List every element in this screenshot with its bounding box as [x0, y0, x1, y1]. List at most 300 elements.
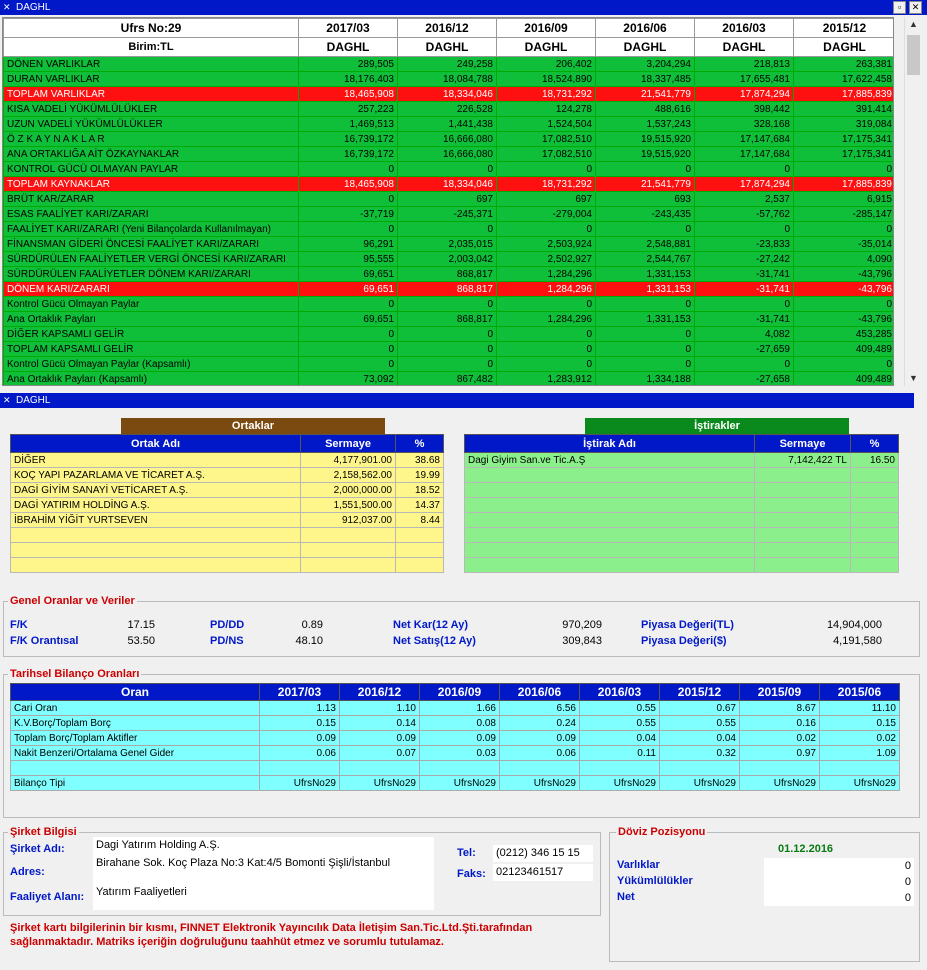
partners-capital-cell: 1,551,500.00: [301, 498, 396, 513]
balance-row[interactable]: [11, 716, 900, 731]
balance-cell: 0.09: [420, 731, 500, 746]
financial-row[interactable]: [4, 192, 895, 207]
financial-cell: 19,515,920: [596, 132, 695, 147]
balance-cell: 0.15: [260, 716, 340, 731]
financial-cell: 868,817: [398, 312, 497, 327]
company-activity-field[interactable]: Yatırım Faaliyetleri: [93, 884, 434, 910]
affiliates-pct-cell: [851, 513, 899, 528]
fx-date: 01.12.2016: [778, 843, 834, 855]
balance-type-cell: UfrsNo29: [820, 776, 900, 791]
partners-table: [10, 434, 444, 573]
financial-row[interactable]: [4, 267, 895, 282]
financial-cell: 0: [695, 162, 794, 177]
partners-pct-cell: 14.37: [396, 498, 444, 513]
financial-cell: -243,435: [596, 207, 695, 222]
balance-type-row[interactable]: [11, 776, 900, 791]
scroll-down-icon[interactable]: ▼: [909, 373, 918, 383]
financial-row[interactable]: [4, 372, 895, 387]
company-header: DAGHL: [695, 38, 794, 57]
close-icon[interactable]: ✕: [3, 2, 11, 12]
balance-cell: 0.67: [660, 701, 740, 716]
financial-cell: 18,731,292: [497, 177, 596, 192]
close-icon[interactable]: ✕: [3, 395, 11, 405]
pd-dd-label: PD/DD: [210, 619, 245, 631]
balance-cell: 0.55: [580, 716, 660, 731]
financial-row-label: KISA VADELİ YÜKÜMLÜLÜKLER: [4, 102, 299, 117]
partners-col-capital[interactable]: Sermaye: [301, 435, 396, 453]
balance-type-cell: UfrsNo29: [580, 776, 660, 791]
financial-cell: 3,204,294: [596, 57, 695, 72]
fx-net-field: 0: [764, 890, 914, 906]
balance-cell: 1.13: [260, 701, 340, 716]
disclaimer-text: Şirket kartı bilgilerinin bir kısmı, FINNET Elektronik Yayıncılık Data İletişim San.Tic.Ltd.Şti.tarafından sağlanmaktadır. Matriks içeriğin doğruluğunu taahhüt etmez ve sorumlu tutulamaz.: [10, 922, 533, 948]
financial-cell: 0: [695, 357, 794, 372]
financial-cell: 4,090: [794, 252, 895, 267]
financial-cell: 0: [398, 342, 497, 357]
financial-cell: 0: [794, 297, 895, 312]
company-address-label: Adres:: [10, 866, 45, 878]
balance-cell: 0.14: [340, 716, 420, 731]
financial-cell: 398,442: [695, 102, 794, 117]
financial-row-label: Ö Z K A Y N A K L A R: [4, 132, 299, 147]
balance-type-cell: UfrsNo29: [420, 776, 500, 791]
balance-empty-cell: [740, 761, 820, 776]
financial-cell: 0: [299, 357, 398, 372]
financial-cell: 17,082,510: [497, 147, 596, 162]
window-titlebar-company[interactable]: [0, 393, 914, 408]
affiliates-col-capital[interactable]: Sermaye: [755, 435, 851, 453]
balance-cell: 0.15: [820, 716, 900, 731]
pd-dd-value: 0.89: [301, 619, 323, 631]
balance-cell: 0.09: [500, 731, 580, 746]
partners-capital-cell: 4,177,901.00: [301, 453, 396, 468]
financial-cell: 69,651: [299, 282, 398, 297]
financial-row-label: SÜRDÜRÜLEN FAALİYETLER DÖNEM KARI/ZARARI: [4, 267, 299, 282]
financial-cell: 1,284,296: [497, 312, 596, 327]
financial-cell: 453,285: [794, 327, 895, 342]
financial-row-label: FAALİYET KARI/ZARARI (Yeni Bilançolarda Kullanılmayan): [4, 222, 299, 237]
financial-cell: -23,833: [695, 237, 794, 252]
fk-proportional-label: F/K Orantısal: [10, 635, 79, 647]
financial-cell: 1,331,153: [596, 282, 695, 297]
affiliates-pct-cell: [851, 543, 899, 558]
financial-row[interactable]: [4, 117, 895, 132]
affiliates-pct-cell: [851, 483, 899, 498]
partners-name-cell: DİĞER: [11, 453, 301, 468]
financial-row[interactable]: [4, 327, 895, 342]
financial-cell: 18,465,908: [299, 177, 398, 192]
financial-cell: 0: [596, 222, 695, 237]
financial-cell: 16,739,172: [299, 132, 398, 147]
balance-empty-cell: [660, 761, 740, 776]
financial-row-label: TOPLAM VARLIKLAR: [4, 87, 299, 102]
financial-cell: 0: [596, 297, 695, 312]
financial-row[interactable]: [4, 132, 895, 147]
period-header[interactable]: 2016/12: [398, 19, 497, 38]
financial-cell: 0: [794, 162, 895, 177]
financial-cell: 0: [398, 357, 497, 372]
balance-col-name[interactable]: Oran: [11, 684, 260, 701]
company-header: DAGHL: [497, 38, 596, 57]
financial-cell: 868,817: [398, 282, 497, 297]
financial-cell: 69,651: [299, 312, 398, 327]
balance-type-label: Bilanço Tipi: [11, 776, 260, 791]
financial-cell: 17,622,458: [794, 72, 895, 87]
financial-cell: 18,337,485: [596, 72, 695, 87]
empty-row[interactable]: [465, 483, 899, 498]
balance-type-cell: UfrsNo29: [740, 776, 820, 791]
financial-cell: 0: [398, 222, 497, 237]
financial-cell: 2,537: [695, 192, 794, 207]
balance-period-header[interactable]: 2015/09: [740, 684, 820, 701]
financials-scrollbar[interactable]: [904, 17, 921, 386]
financial-row-label: Kontrol Gücü Olmayan Paylar: [4, 297, 299, 312]
financial-cell: 319,084: [794, 117, 895, 132]
balance-ratios-table: [10, 683, 900, 791]
table-row[interactable]: [11, 468, 444, 483]
fk-label: F/K: [10, 619, 28, 631]
balance-row-label: K.V.Borç/Toplam Borç: [11, 716, 260, 731]
minimize-icon[interactable]: ▫: [893, 1, 906, 14]
partners-section-title: Ortaklar: [121, 418, 385, 434]
affiliates-name-cell: [465, 483, 755, 498]
financial-cell: 0: [299, 327, 398, 342]
financial-cell: -31,741: [695, 312, 794, 327]
financial-row[interactable]: [4, 222, 895, 237]
period-header[interactable]: 2016/06: [596, 19, 695, 38]
company-header: DAGHL: [398, 38, 497, 57]
financial-row[interactable]: [4, 252, 895, 267]
fx-assets-label: Varlıklar: [617, 859, 660, 871]
balance-period-header[interactable]: 2017/03: [260, 684, 340, 701]
financial-cell: -27,659: [695, 342, 794, 357]
balance-row-label: Toplam Borç/Toplam Aktifler: [11, 731, 260, 746]
financial-cell: 95,555: [299, 252, 398, 267]
financial-row[interactable]: [4, 342, 895, 357]
affiliates-pct-cell: [851, 468, 899, 483]
financial-cell: 18,334,046: [398, 177, 497, 192]
financial-cell: 1,331,153: [596, 312, 695, 327]
balance-cell: 0.09: [260, 731, 340, 746]
empty-row[interactable]: [465, 543, 899, 558]
financial-cell: 697: [398, 192, 497, 207]
partners-pct-cell: 19.99: [396, 468, 444, 483]
financial-cell: 2,544,767: [596, 252, 695, 267]
empty-row[interactable]: [11, 543, 444, 558]
net-sales-value: 309,843: [562, 635, 602, 647]
partners-capital-cell: [301, 558, 396, 573]
financial-row[interactable]: [4, 87, 895, 102]
financial-cell: 1,441,438: [398, 117, 497, 132]
company-address-field[interactable]: Birahane Sok. Koç Plaza No:3 Kat:4/5 Bomonti Şişli/İstanbul: [93, 855, 434, 884]
partners-name-cell: [11, 558, 301, 573]
grid-header-ufrs: Ufrs No:29: [4, 19, 299, 38]
close-window-icon[interactable]: ✕: [909, 1, 922, 14]
balance-cell: 1.10: [340, 701, 420, 716]
financial-cell: 2,503,924: [497, 237, 596, 252]
partners-pct-cell: [396, 543, 444, 558]
financial-row-label: FİNANSMAN GİDERİ ÖNCESİ FAALİYET KARI/ZARARI: [4, 237, 299, 252]
financial-cell: 1,334,188: [596, 372, 695, 387]
financial-row-label: SÜRDÜRÜLEN FAALİYETLER VERGİ ÖNCESİ KARI/ZARARI: [4, 252, 299, 267]
market-value-usd-value: 4,191,580: [833, 635, 882, 647]
tel-field[interactable]: (0212) 346 15 15: [493, 845, 593, 862]
balance-row[interactable]: [11, 746, 900, 761]
empty-row[interactable]: [465, 513, 899, 528]
period-header[interactable]: 2016/03: [695, 19, 794, 38]
affiliates-capital-cell: [755, 498, 851, 513]
financial-cell: 0: [299, 222, 398, 237]
affiliates-table: [464, 434, 899, 573]
financial-row-label: Kontrol Gücü Olmayan Paylar (Kapsamlı): [4, 357, 299, 372]
affiliates-capital-cell: 7,142,422 TL: [755, 453, 851, 468]
financial-cell: 17,885,839: [794, 177, 895, 192]
financial-cell: 0: [497, 222, 596, 237]
financial-row-label: TOPLAM KAYNAKLAR: [4, 177, 299, 192]
financial-cell: 2,502,927: [497, 252, 596, 267]
financial-cell: -285,147: [794, 207, 895, 222]
partners-capital-cell: 2,000,000.00: [301, 483, 396, 498]
financial-cell: 2,548,881: [596, 237, 695, 252]
financial-cell: 697: [497, 192, 596, 207]
financial-cell: 0: [497, 162, 596, 177]
balance-cell: 1.09: [820, 746, 900, 761]
balance-cell: 0.55: [580, 701, 660, 716]
table-row[interactable]: [11, 483, 444, 498]
fx-assets-field: 0: [764, 858, 914, 874]
affiliates-capital-cell: [755, 558, 851, 573]
financial-cell: 18,731,292: [497, 87, 596, 102]
balance-empty-cell: [820, 761, 900, 776]
financial-cell: 0: [695, 222, 794, 237]
financial-cell: 17,082,510: [497, 132, 596, 147]
balance-cell: 0.07: [340, 746, 420, 761]
financial-cell: 18,465,908: [299, 87, 398, 102]
financial-cell: -43,796: [794, 312, 895, 327]
affiliates-name-cell: [465, 543, 755, 558]
financial-row-label: ANA ORTAKLIĞA AİT ÖZKAYNAKLAR: [4, 147, 299, 162]
window-titlebar-financials[interactable]: [0, 0, 927, 15]
financial-cell: -37,719: [299, 207, 398, 222]
financial-cell: 289,505: [299, 57, 398, 72]
scroll-thumb[interactable]: [907, 35, 920, 75]
affiliates-col-pct[interactable]: %: [851, 435, 899, 453]
financial-cell: 21,541,779: [596, 177, 695, 192]
balance-row-label: Nakit Benzeri/Ortalama Genel Gider: [11, 746, 260, 761]
affiliates-name-cell: [465, 468, 755, 483]
financial-row[interactable]: [4, 162, 895, 177]
grid-header-unit: Birim:TL: [4, 38, 299, 57]
company-info-legend: Şirket Bilgisi: [10, 826, 77, 838]
financial-row-label: ESAS FAALİYET KARI/ZARARI: [4, 207, 299, 222]
balance-type-cell: UfrsNo29: [340, 776, 420, 791]
affiliates-capital-cell: [755, 483, 851, 498]
financial-row[interactable]: [4, 312, 895, 327]
balance-period-header[interactable]: 2015/06: [820, 684, 900, 701]
affiliates-col-name[interactable]: İştirak Adı: [465, 435, 755, 453]
empty-row[interactable]: [11, 528, 444, 543]
pd-ns-label: PD/NS: [210, 635, 244, 647]
company-header: DAGHL: [794, 38, 895, 57]
financial-cell: 2,003,042: [398, 252, 497, 267]
table-row[interactable]: [465, 453, 899, 468]
period-header[interactable]: 2016/09: [497, 19, 596, 38]
financial-cell: 0: [299, 192, 398, 207]
empty-row[interactable]: [465, 528, 899, 543]
partners-col-pct[interactable]: %: [396, 435, 444, 453]
balance-cell: 0.03: [420, 746, 500, 761]
financial-row[interactable]: [4, 102, 895, 117]
affiliates-name-cell: [465, 528, 755, 543]
period-header[interactable]: 2015/12: [794, 19, 895, 38]
financial-cell: 19,515,920: [596, 147, 695, 162]
financial-cell: 328,168: [695, 117, 794, 132]
financial-row[interactable]: [4, 72, 895, 87]
financial-row[interactable]: [4, 57, 895, 72]
financial-row-label: DİĞER KAPSAMLI GELİR: [4, 327, 299, 342]
partners-name-cell: İBRAHİM YİĞİT YURTSEVEN: [11, 513, 301, 528]
balance-cell: 0.09: [340, 731, 420, 746]
financial-cell: 488,616: [596, 102, 695, 117]
financial-cell: 17,175,341: [794, 132, 895, 147]
partners-capital-cell: 912,037.00: [301, 513, 396, 528]
financial-cell: 18,176,403: [299, 72, 398, 87]
financial-cell: -279,004: [497, 207, 596, 222]
balance-empty-cell: [500, 761, 580, 776]
financial-cell: 0: [299, 342, 398, 357]
general-ratios-legend: Genel Oranlar ve Veriler: [10, 595, 135, 607]
balance-period-header[interactable]: 2016/09: [420, 684, 500, 701]
financial-row[interactable]: [4, 237, 895, 252]
balance-row[interactable]: [11, 701, 900, 716]
empty-row[interactable]: [11, 558, 444, 573]
fx-net-label: Net: [617, 891, 635, 903]
net-profit-value: 970,209: [562, 619, 602, 631]
fx-position-legend: Döviz Pozisyonu: [618, 826, 706, 838]
period-header[interactable]: 2017/03: [299, 19, 398, 38]
scroll-up-icon[interactable]: ▲: [909, 19, 918, 29]
financial-row[interactable]: [4, 177, 895, 192]
balance-cell: 0.04: [660, 731, 740, 746]
financial-cell: 18,084,788: [398, 72, 497, 87]
window-title: DAGHL: [16, 2, 51, 13]
partners-pct-cell: [396, 558, 444, 573]
company-name-field[interactable]: Dagi Yatırım Holding A.Ş.: [93, 837, 434, 855]
balance-period-header[interactable]: 2015/12: [660, 684, 740, 701]
fx-liabilities-label: Yükümlülükler: [617, 875, 693, 887]
financial-cell: 17,874,294: [695, 177, 794, 192]
financial-cell: 0: [398, 162, 497, 177]
financial-cell: 693: [596, 192, 695, 207]
financial-row-label: Ana Ortaklık Payları (Kapsamlı): [4, 372, 299, 387]
balance-cell: 0.55: [660, 716, 740, 731]
balance-empty-cell: [580, 761, 660, 776]
financial-cell: 21,541,779: [596, 87, 695, 102]
partners-capital-cell: [301, 528, 396, 543]
financial-cell: 0: [794, 357, 895, 372]
financial-cell: 1,284,296: [497, 267, 596, 282]
market-value-tl-value: 14,904,000: [826, 619, 882, 631]
financial-cell: 2,035,015: [398, 237, 497, 252]
table-row[interactable]: [11, 513, 444, 528]
partners-pct-cell: 18.52: [396, 483, 444, 498]
market-value-usd-label: Piyasa Değeri($): [641, 635, 727, 647]
balance-row-label: Cari Oran: [11, 701, 260, 716]
financial-cell: 409,489: [794, 372, 895, 387]
financial-cell: 0: [695, 297, 794, 312]
affiliates-capital-cell: [755, 528, 851, 543]
financial-cell: 0: [398, 297, 497, 312]
financial-row[interactable]: [4, 297, 895, 312]
empty-row[interactable]: [465, 558, 899, 573]
financial-cell: 249,258: [398, 57, 497, 72]
financial-cell: -245,371: [398, 207, 497, 222]
fx-liabilities-field: 0: [764, 874, 914, 890]
affiliates-pct-cell: 16.50: [851, 453, 899, 468]
balance-cell: 6.56: [500, 701, 580, 716]
financial-row-label: DÖNEM KARI/ZARARI: [4, 282, 299, 297]
market-value-tl-label: Piyasa Değeri(TL): [641, 619, 734, 631]
affiliates-section-title: İştirakler: [585, 418, 849, 434]
financial-cell: 263,381: [794, 57, 895, 72]
empty-row[interactable]: [465, 498, 899, 513]
financial-row-label: UZUN VADELİ YÜKÜMLÜLÜKLER: [4, 117, 299, 132]
fax-field[interactable]: 02123461517: [493, 864, 593, 881]
financial-cell: 867,482: [398, 372, 497, 387]
financial-cell: -57,762: [695, 207, 794, 222]
financial-cell: -27,658: [695, 372, 794, 387]
balance-row[interactable]: [11, 731, 900, 746]
financials-grid[interactable]: [2, 17, 894, 386]
company-header: DAGHL: [596, 38, 695, 57]
table-row[interactable]: [11, 453, 444, 468]
financial-cell: -43,796: [794, 282, 895, 297]
balance-empty-cell: [260, 761, 340, 776]
financial-cell: 1,469,513: [299, 117, 398, 132]
balance-cell: 0.11: [580, 746, 660, 761]
financial-cell: 6,915: [794, 192, 895, 207]
partners-col-name[interactable]: Ortak Adı: [11, 435, 301, 453]
balance-period-header[interactable]: 2016/03: [580, 684, 660, 701]
financial-row[interactable]: [4, 147, 895, 162]
balance-cell: 0.32: [660, 746, 740, 761]
partners-pct-cell: 8.44: [396, 513, 444, 528]
affiliates-name-cell: [465, 498, 755, 513]
balance-cell: 0.97: [740, 746, 820, 761]
balance-period-header[interactable]: 2016/12: [340, 684, 420, 701]
financial-cell: 0: [497, 327, 596, 342]
financial-row[interactable]: [4, 357, 895, 372]
company-header: DAGHL: [299, 38, 398, 57]
financial-cell: 96,291: [299, 237, 398, 252]
balance-cell: 0.06: [500, 746, 580, 761]
financial-row[interactable]: [4, 207, 895, 222]
balance-type-cell: UfrsNo29: [500, 776, 580, 791]
financial-cell: 218,813: [695, 57, 794, 72]
partners-capital-cell: [301, 543, 396, 558]
company-activity-label: Faaliyet Alanı:: [10, 891, 85, 903]
financial-cell: 73,092: [299, 372, 398, 387]
fk-value: 17.15: [127, 619, 155, 631]
partners-name-cell: [11, 528, 301, 543]
balance-period-header[interactable]: 2016/06: [500, 684, 580, 701]
financial-cell: 206,402: [497, 57, 596, 72]
empty-row[interactable]: [465, 468, 899, 483]
financial-row[interactable]: [4, 282, 895, 297]
window-title: DAGHL: [16, 395, 51, 406]
financial-cell: 0: [794, 222, 895, 237]
table-row[interactable]: [11, 498, 444, 513]
